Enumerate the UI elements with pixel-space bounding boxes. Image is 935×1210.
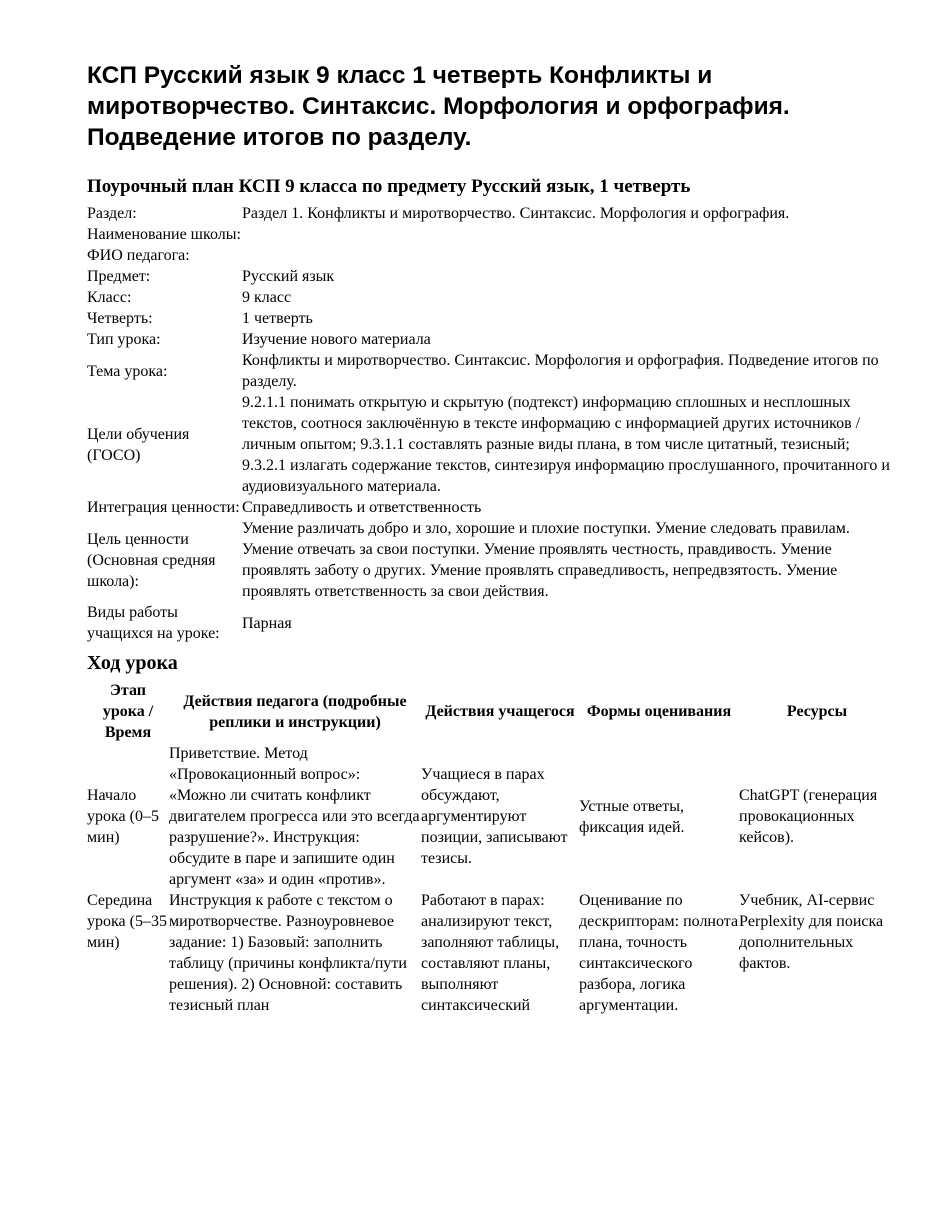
info-row-section [87,203,895,224]
info-row-lesson-type [87,329,895,350]
info-value: 9 класс [242,289,292,306]
lesson-progress-table [87,680,895,1016]
cell-resources: ChatGPT (генерация провокационных кейсов). [739,787,878,846]
info-row-value-integration [87,497,895,518]
lesson-heading: Ход урока [87,652,178,674]
info-label: Предмет: [87,268,151,285]
info-row-school [87,224,895,245]
table-header-row [87,680,895,743]
info-value: 1 четверть [242,310,313,327]
info-value: Русский язык [242,268,335,285]
lesson-info-table [87,203,895,644]
info-row-value-goal [87,518,895,602]
info-label: Класс: [87,289,132,306]
cell-teacher-actions: Инструкция к работе с текстом о миротворчестве. Разноуровневое задание: 1) Базовый: заполнить таблицу (причины конфликта/пути решения). 2) Основной: составить тезисный план [169,892,407,1014]
info-label: ФИО педагога: [87,247,190,264]
info-row-topic [87,350,895,392]
info-value: Парная [242,614,292,632]
info-value: Справедливость и ответственность [242,499,482,516]
info-label: Цели обучения (ГОСО) [87,425,190,464]
info-label: Виды работы учащихся на уроке: [87,604,220,642]
column-header-teacher-actions: Действия педагога (подробные реплики и инструкции) [183,692,407,731]
document-title: КСП Русский язык 9 класс 1 четверть Конфликты и миротворчество. Синтаксис. Морфология и орфография. Подведение итогов по разделу. [87,62,790,151]
plan-heading: Поурочный план КСП 9 класса по предмету Русский язык, 1 четверть [87,176,691,197]
info-value: 9.2.1.1 понимать открытую и скрытую (подтекст) информацию сплошных и несплошных текстов, соотнося заключённую в тексте информацию с информацией других источников /личным опытом; 9.3.1.1 составлять разные виды плана, в том числе цитатный, тезисный; 9.3.2.1 излагать содержание текстов, синтезируя информацию прослушанного, прочитанного и аудиовизуального материала. [242,394,890,495]
info-label: Тема урока: [87,362,168,380]
info-label: Тип урока: [87,331,161,348]
info-row-quarter [87,308,895,329]
info-label: Интеграция ценности: [87,499,240,516]
info-label: Цель ценности (Основная средняя школа): [87,530,216,590]
cell-student-actions: Работают в парах: анализируют текст, заполняют таблицы, составляют планы, выполняют синтаксический [421,892,560,1014]
info-label: Четверть: [87,310,153,327]
cell-student-actions: Учащиеся в парах обсуждают, аргументируют позиции, записывают тезисы. [421,766,568,867]
info-row-teacher [87,245,895,266]
info-value: Конфликты и миротворчество. Синтаксис. Морфология и орфография. Подведение итогов по разделу. [242,352,879,390]
document-page [87,60,895,1016]
cell-resources: Учебник, AI-сервис Perplexity для поиска дополнительных фактов. [739,892,884,972]
column-header-stage: Этап урока / Время [102,682,154,741]
info-value: Умение различать добро и зло, хорошие и плохие поступки. Умение следовать правилам. Умение отвечать за свои поступки. Умение проявлять честность, правдивость. Умение проявлять заботу о других. Умение проявлять справедливость, непредвзятость. Умение проявлять ответственность за свои действия. [242,520,850,600]
info-value: Изучение нового материала [242,331,431,348]
column-header-resources: Ресурсы [786,703,848,720]
info-row-subject [87,266,895,287]
info-row-work-types [87,602,895,644]
cell-assessment: Оценивание по дескрипторам: полнота плана, точность синтаксического разбора, логика аргументации. [579,892,739,1014]
info-value [242,245,895,266]
info-value [242,224,895,245]
cell-teacher-actions: Приветствие. Метод «Провокационный вопрос»: «Можно ли считать конфликт двигателем прогресса или это всегда разрушение?». Инструкция: обсудите в паре и запишите один аргумент «за» и один «против». [169,745,420,888]
cell-assessment: Устные ответы, фиксация идей. [579,797,685,836]
cell-stage: Середина урока (5–35 мин) [87,892,167,951]
info-label: Наименование школы: [87,226,241,243]
column-header-assessment: Формы оценивания [586,703,732,720]
table-row [87,743,895,890]
table-row [87,890,895,1016]
info-label: Раздел: [87,205,137,222]
info-value: Раздел 1. Конфликты и миротворчество. Синтаксис. Морфология и орфография. [242,205,790,222]
info-row-objectives [87,392,895,497]
cell-stage: Начало урока (0–5 мин) [87,787,159,846]
column-header-student-actions: Действия учащегося [425,703,575,720]
info-row-grade [87,287,895,308]
